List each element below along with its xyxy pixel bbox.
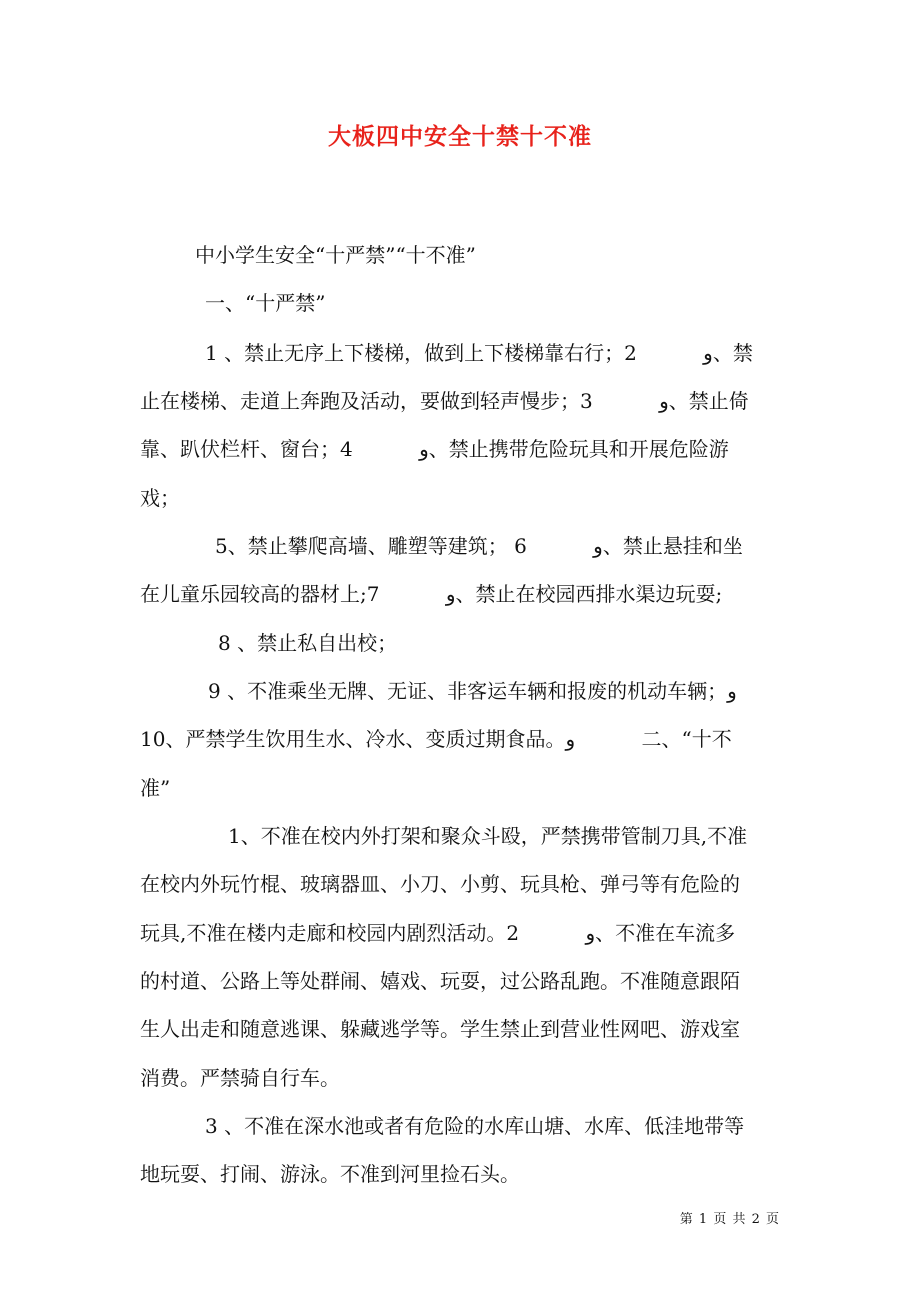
text-line: 10、严禁学生饮用生水、冷水、变质过期食品。و 二、“十不 (140, 727, 732, 751)
text-line: 在校内外玩竹棍、玻璃器皿、小刀、小剪、玩具枪、弹弓等有危险的 (140, 872, 740, 896)
text-line: 一、“十严禁” (205, 291, 326, 315)
text-line: 1、不准在校内外打架和聚众斗殴，严禁携带管制刀具,不准 (228, 824, 748, 848)
text-line: 消费。严禁骑自行车。 (140, 1066, 340, 1090)
text-line: 的村道、公路上等处群闹、嬉戏、玩耍，过公路乱跑。不准随意跟陌 (140, 969, 740, 993)
text-line: 在儿童乐园较高的器材上;7 و、禁止在校园西排水渠边玩耍; (140, 582, 723, 606)
text-line: 1 、禁止无序上下楼梯，做到上下楼梯靠右行；2 و、禁 (205, 341, 753, 365)
text-line: 靠、趴伏栏杆、窗台；4 و、禁止携带危险玩具和开展危险游 (140, 437, 729, 461)
text-line: 戏； (140, 486, 180, 510)
text-line: 3 、不准在深水池或者有危险的水库山塘、水库、低洼地带等 (205, 1114, 745, 1138)
page-number: 第 1 页 共 2 页 (679, 1212, 780, 1227)
text-line: 止在楼梯、走道上奔跑及活动，要做到轻声慢步；3 و、禁止倚 (140, 389, 749, 413)
document-title: 大板四中安全十禁十不准 (328, 123, 592, 150)
text-line: 生人出走和随意逃课、躲藏逃学等。学生禁止到营业性网吧、游戏室 (140, 1017, 740, 1041)
text-line: 中小学生安全“十严禁”“十不准” (195, 243, 476, 267)
text-line: 8 、禁止私自出校； (218, 631, 398, 655)
text-line: 9 、不准乘坐无牌、无证、非客运车辆和报废的机动车辆；و (208, 679, 737, 703)
text-line: 地玩耍、打闹、游泳。不准到河里捡石头。 (140, 1162, 520, 1186)
text-line: 准” (140, 776, 171, 800)
text-line: 玩具,不准在楼内走廊和校园内剧烈活动。2 و、不准在车流多 (140, 921, 736, 945)
text-line: 5、禁止攀爬高墙、雕塑等建筑； 6 و、禁止悬挂和坐 (215, 534, 743, 558)
